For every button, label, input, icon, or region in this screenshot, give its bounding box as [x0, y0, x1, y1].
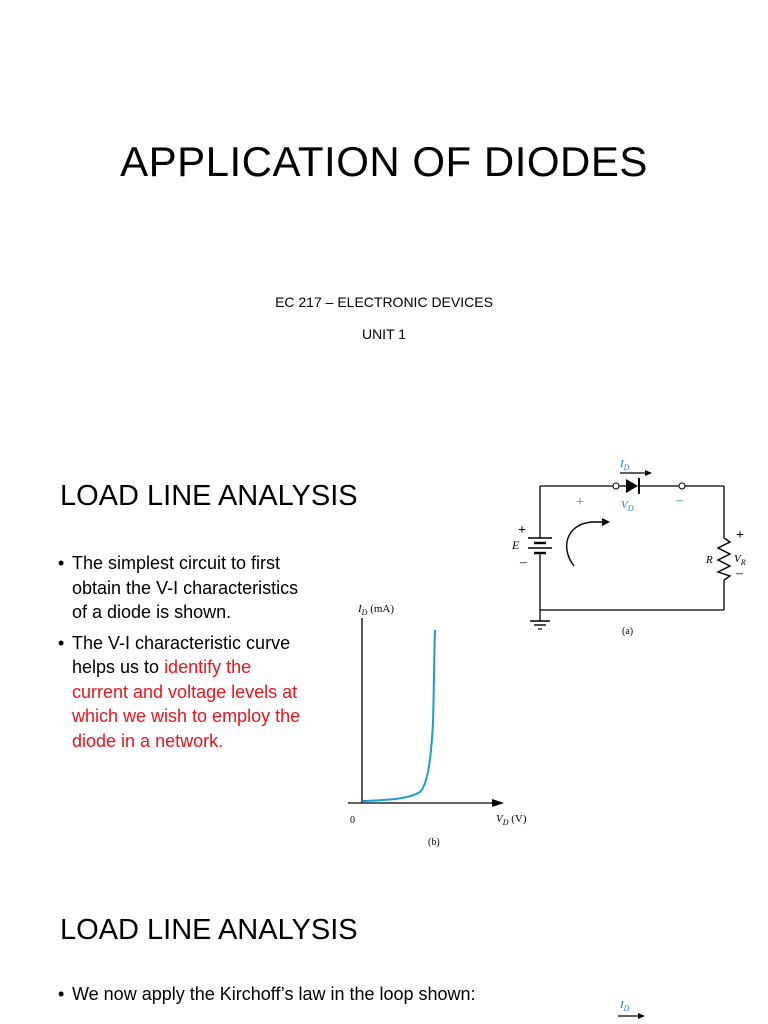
- graph-caption: (b): [428, 837, 440, 848]
- slide-heading: LOAD LINE ANALYSIS: [60, 480, 358, 512]
- bullet-item: • The V-I characteristic curve helps us to identify the current and voltage levels at which we wish to employ the diode in a network.: [58, 632, 301, 751]
- unit-subtitle: UNIT 1: [361, 326, 407, 342]
- load-line-slide-continued: [0, 864, 768, 1024]
- y-axis-label: $I_D$ (mA): [358, 603, 395, 617]
- diode-plus-sign: +: [576, 495, 584, 510]
- bullet-item: • The simplest circuit to first obtain the V-I characteristics of a diode is shown.: [58, 553, 299, 622]
- iv-curve: [362, 630, 435, 801]
- svg-text:VR: $V_R$: [734, 553, 746, 567]
- diode-minus-sign: –: [676, 493, 683, 508]
- bullet-list: [58, 984, 478, 1004]
- circuit-caption: (a): [622, 626, 634, 637]
- title-slide: [0, 0, 768, 432]
- source-label: E: [512, 538, 520, 552]
- slide-title: APPLICATION OF DIODES: [120, 138, 648, 185]
- bullet-text: The V-I characteristic curve helps us to: [72, 632, 291, 677]
- svg-text:ID: $I_D$: [620, 999, 630, 1013]
- resistor-plus-sign: +: [736, 528, 744, 543]
- battery-plus-sign: +: [518, 523, 526, 538]
- bullet-text: We now apply the Kirchoff’s law in the loop shown:: [72, 984, 476, 1004]
- svg-text:VD: $V_D$: [621, 499, 634, 513]
- bullet-text: The simplest circuit to first obtain the V-I characteristics of a diode is shown.: [72, 553, 299, 622]
- battery-minus-sign: –: [520, 555, 527, 570]
- resistor-symbol: [718, 538, 730, 580]
- slide-heading: LOAD LINE ANALYSIS: [60, 914, 358, 946]
- current-label-partial: [610, 994, 650, 1024]
- diode-iv-graph: [340, 598, 540, 848]
- origin-label: 0: [350, 815, 355, 826]
- bullet-item: • We now apply the Kirchoff’s law in the loop shown:: [58, 984, 476, 1004]
- bullet-highlight-text: identify the current and voltage levels at which we wish to employ the diode in a network.: [72, 657, 301, 751]
- x-axis-label: $V_D$ (V): [496, 813, 527, 827]
- loop-direction-arrow: [567, 522, 604, 566]
- svg-text:ID: $I_D$: [620, 458, 630, 472]
- course-subtitle: EC 217 – ELECTRONIC DEVICES: [275, 294, 493, 310]
- bullet-list: [58, 551, 308, 759]
- resistor-label: R: [706, 554, 713, 566]
- resistor-minus-sign: –: [736, 566, 743, 581]
- load-line-slide: [0, 432, 768, 864]
- battery-symbol: [528, 538, 552, 558]
